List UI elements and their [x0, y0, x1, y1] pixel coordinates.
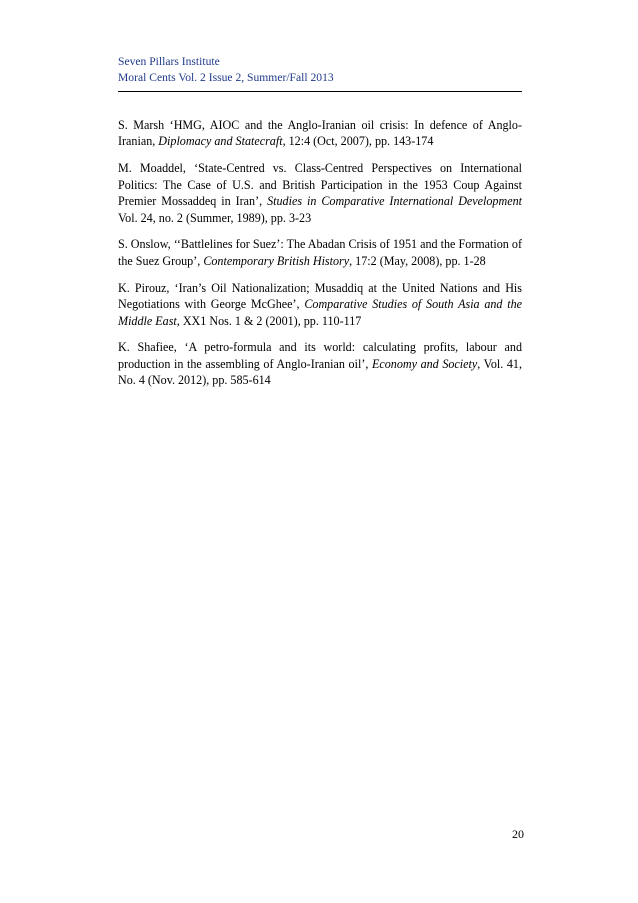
reference-text: M. Moaddel, ‘State-Centred vs. Class-Centred Perspectives on International Politics: The Case of U.S. and British Participation in the 1953 Coup Against Premier Mossaddeq in Iran’,: [118, 161, 522, 209]
reference-journal-title: Diplomacy and Statecraft: [158, 134, 283, 149]
reference-journal-title: Economy and Society: [371, 356, 478, 371]
reference-entry-moaddel: [118, 160, 522, 226]
reference-entry-shafiee: [118, 339, 522, 388]
reference-list: [118, 117, 522, 399]
reference-details: , 12:4 (Oct, 2007), pp. 143-174: [282, 134, 434, 149]
header-institute: Seven Pillars Institute: [118, 55, 220, 68]
reference-journal-title: Comparative Studies of South Asia and the Middle East: [118, 297, 522, 328]
reference-journal-title: Contemporary British History: [203, 253, 350, 268]
reference-details: , XX1 Nos. 1 & 2 (2001), pp. 110-117: [176, 313, 362, 328]
reference-journal-title: Studies in Comparative International Development: [267, 194, 522, 209]
reference-entry-pirouz: [118, 280, 522, 329]
reference-text: K. Pirouz, ‘Iran’s Oil Nationalization; Musaddiq at the United Nations and His Negotiations with George McGhee’,: [118, 280, 522, 312]
reference-text: K. Shafiee, ‘A petro-formula and its world: calculating profits, labour and production in the assembling of Anglo-Iranian oil’,: [118, 340, 522, 371]
reference-entry-onslow: [118, 236, 522, 269]
header-divider: [118, 91, 522, 92]
reference-details: , 17:2 (May, 2008), pp. 1-28: [349, 253, 486, 268]
header-journal-issue: Moral Cents Vol. 2 Issue 2, Summer/Fall 2013: [118, 71, 334, 84]
reference-text: S. Onslow, ‘‘Battlelines for Suez’: The Abadan Crisis of 1951 and the Formation of the Suez Group’,: [118, 237, 522, 268]
reference-entry-marsh: [118, 117, 522, 150]
reference-details: Vol. 24, no. 2 (Summer, 1989), pp. 3-23: [118, 210, 312, 225]
page-number: 20: [512, 827, 524, 841]
running-header: [118, 54, 528, 86]
reference-details: , Vol. 41, No. 4 (Nov. 2012), pp. 585-614: [118, 356, 523, 388]
reference-text: S. Marsh ‘HMG, AIOC and the Anglo-Iranian oil crisis: In defence of Anglo-Iranian,: [118, 118, 522, 149]
